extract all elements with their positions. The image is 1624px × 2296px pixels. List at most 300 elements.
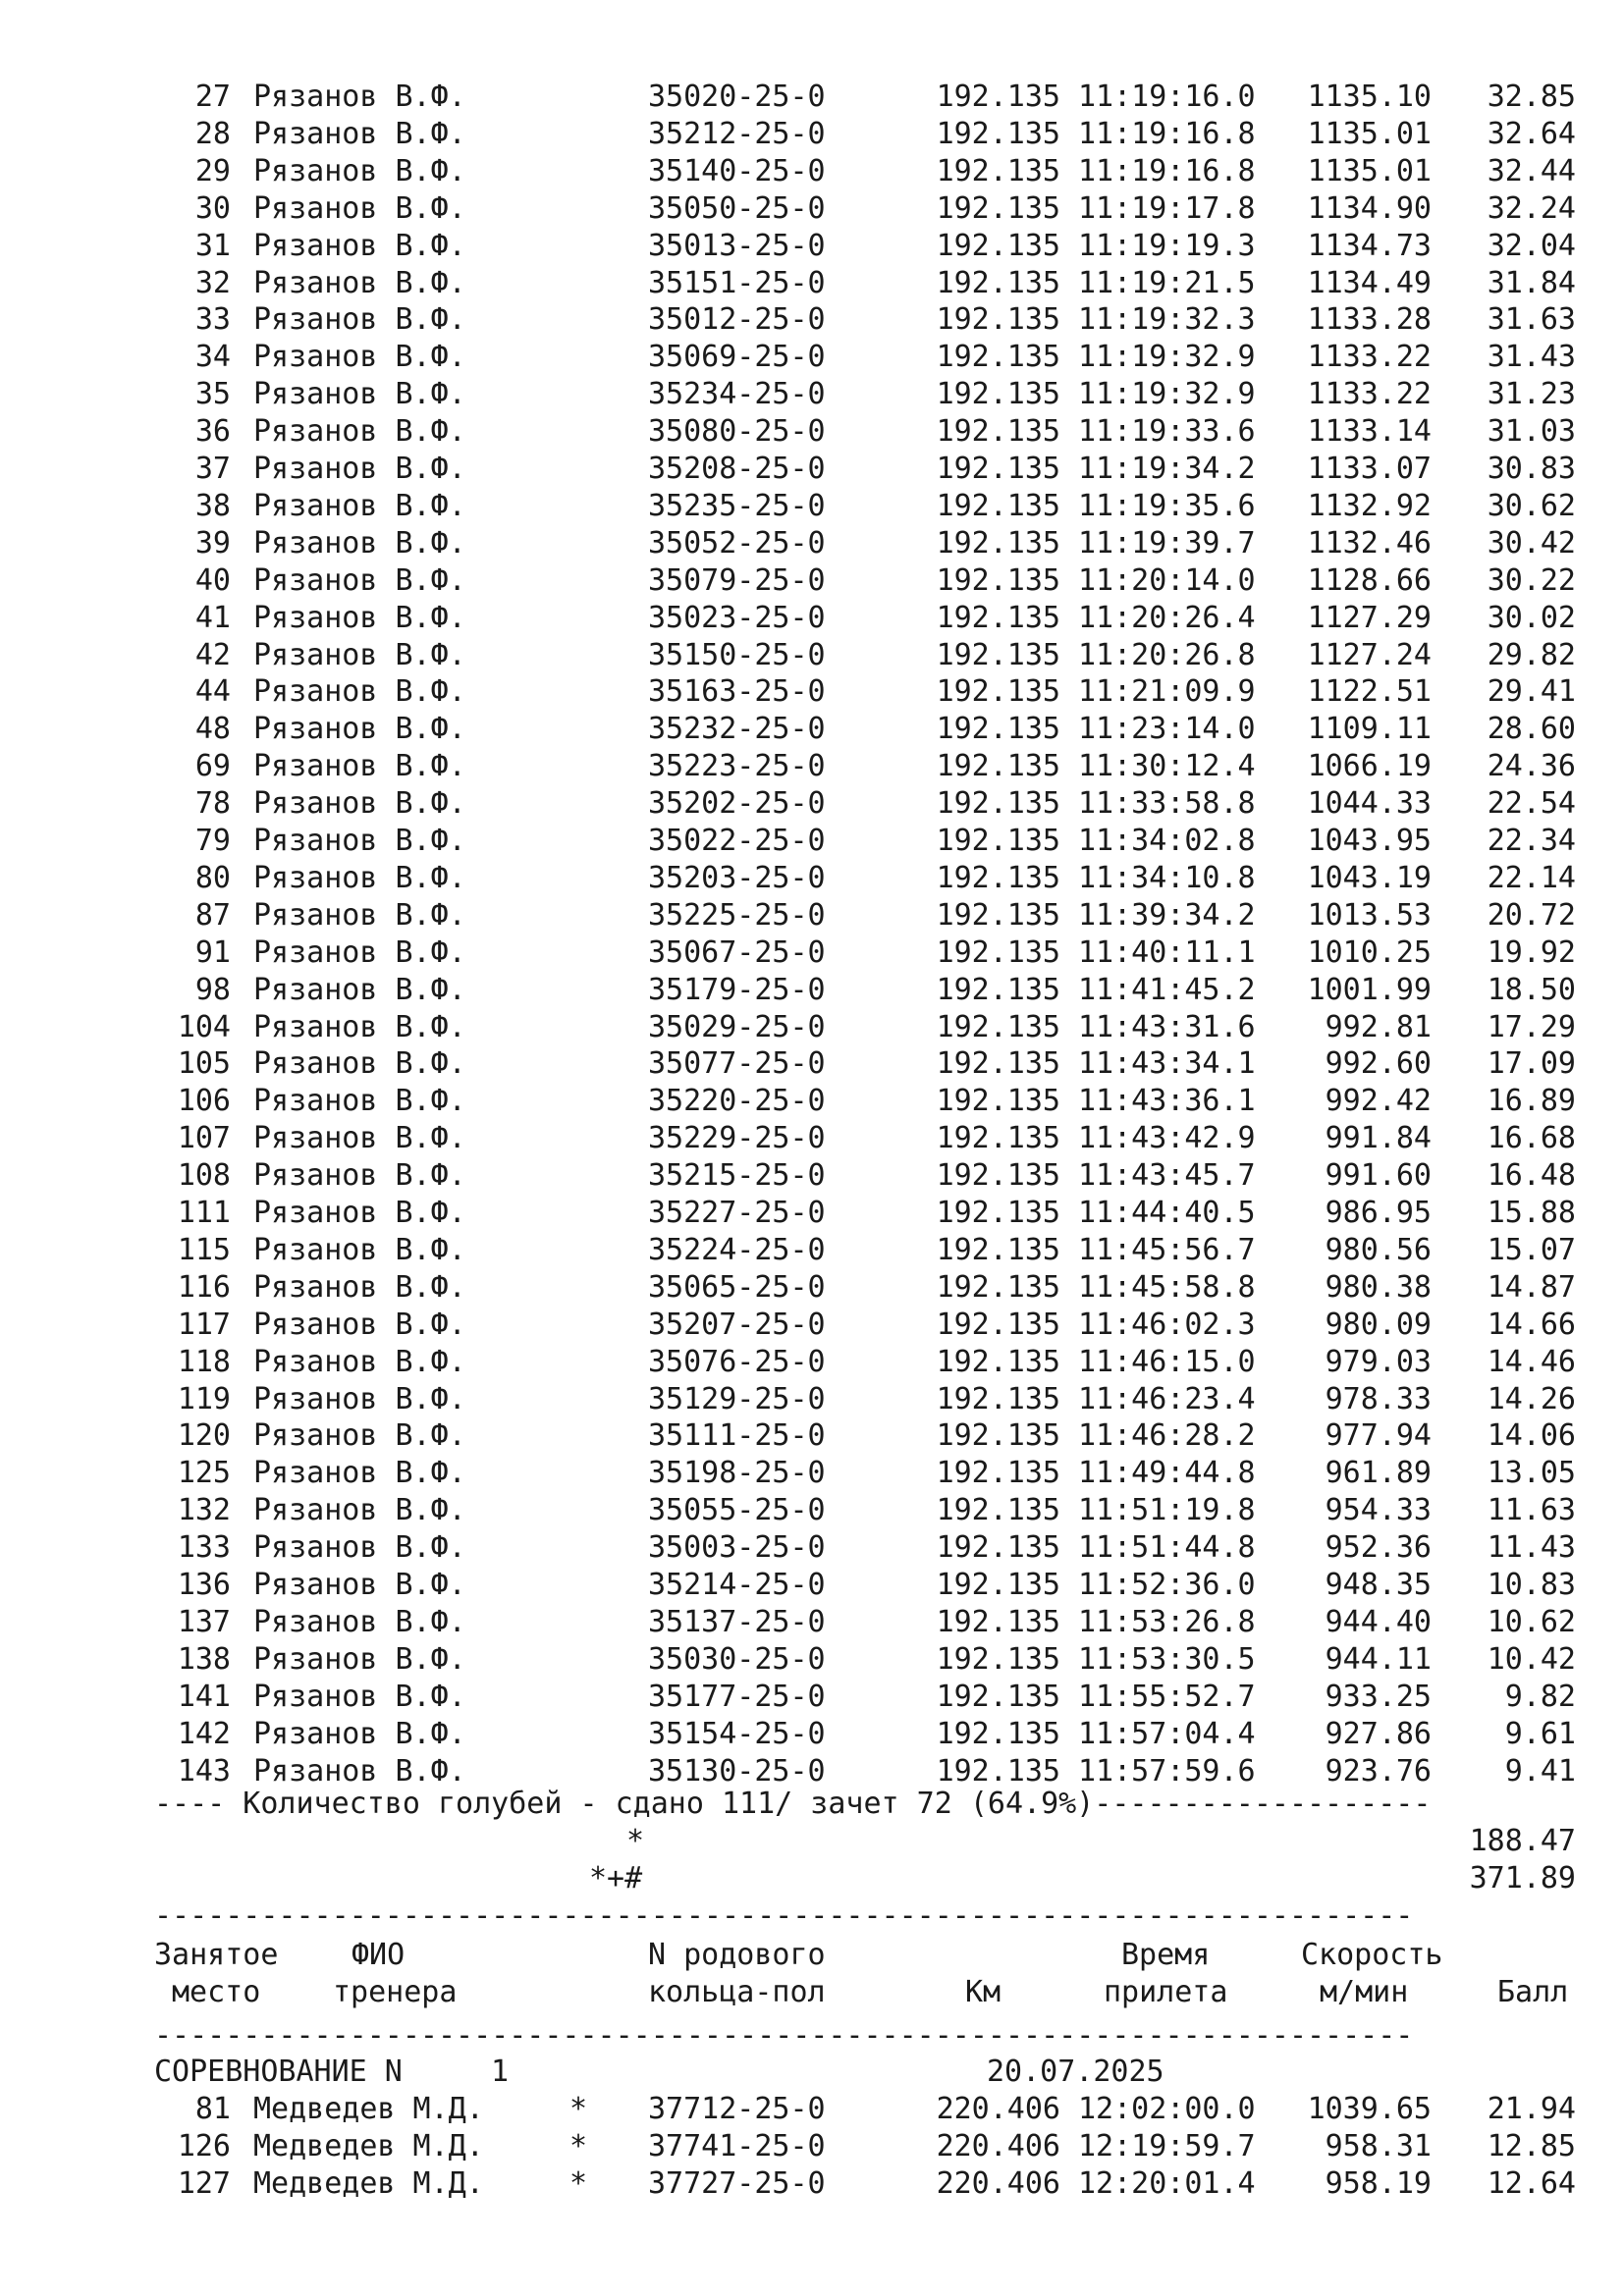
- result-score: 31.63: [1487, 302, 1576, 338]
- result-trainer-name: Рязанов В.Ф.: [253, 860, 466, 895]
- result-distance-km: 192.135: [936, 1232, 1060, 1267]
- result-place: 138: [177, 1641, 231, 1677]
- result-score: 31.23: [1487, 377, 1576, 412]
- result-place: 28: [194, 116, 231, 151]
- result-place: 40: [194, 562, 231, 598]
- result-speed: 952.36: [1325, 1530, 1432, 1566]
- result-arrival-time: 11:19:19.3: [1078, 228, 1256, 263]
- result-trainer-name: Рязанов В.Ф.: [253, 1641, 466, 1677]
- result-ring-number: 35030-25-0: [648, 1641, 826, 1677]
- table-row: [0, 823, 1624, 860]
- result-arrival-time: 11:51:44.8: [1078, 1530, 1256, 1566]
- table-row: [0, 1045, 1624, 1083]
- result-score: 16.68: [1487, 1121, 1576, 1156]
- table-row: [0, 600, 1624, 637]
- result-place: 44: [194, 674, 231, 710]
- table-row: [0, 1307, 1624, 1344]
- result-place: 91: [194, 934, 231, 970]
- table-row: [0, 1716, 1624, 1753]
- result-trainer-name: Рязанов В.Ф.: [253, 414, 466, 450]
- result-trainer-name: Рязанов В.Ф.: [253, 190, 466, 226]
- header-place-line2: место: [172, 1975, 261, 2009]
- table-row: [0, 1641, 1624, 1679]
- table-row: [0, 265, 1624, 302]
- result-ring-number: 35055-25-0: [648, 1493, 826, 1528]
- result-distance-km: 192.135: [936, 749, 1060, 784]
- result-score: 10.83: [1487, 1568, 1576, 1602]
- result-place: 132: [177, 1493, 231, 1528]
- result-ring-number: 35080-25-0: [648, 414, 826, 450]
- result-score: 19.92: [1487, 934, 1576, 970]
- result-arrival-time: 11:20:26.4: [1078, 600, 1256, 635]
- summary-star-plus-hash-mark: *+#: [589, 1861, 643, 1896]
- result-distance-km: 192.135: [936, 80, 1060, 114]
- table-row: [0, 116, 1624, 153]
- result-ring-number: 35079-25-0: [648, 562, 826, 598]
- result-arrival-time: 11:55:52.7: [1078, 1679, 1256, 1714]
- result-place: 30: [194, 190, 231, 226]
- result-arrival-time: 11:44:40.5: [1078, 1196, 1256, 1230]
- result-distance-km: 192.135: [936, 1009, 1060, 1044]
- result-distance-km: 192.135: [936, 1679, 1060, 1714]
- result-distance-km: 192.135: [936, 1307, 1060, 1342]
- result-trainer-name: Рязанов В.Ф.: [253, 1568, 466, 1602]
- result-distance-km: 192.135: [936, 1716, 1060, 1751]
- result-distance-km: 192.135: [936, 1604, 1060, 1639]
- result-ring-number: 35179-25-0: [648, 972, 826, 1007]
- result-speed: 1134.73: [1307, 228, 1432, 263]
- result-arrival-time: 11:19:16.8: [1078, 153, 1256, 188]
- result-arrival-time: 11:52:36.0: [1078, 1568, 1256, 1602]
- result-trainer-name: Рязанов В.Ф.: [253, 934, 466, 970]
- result-speed: 1039.65: [1307, 2092, 1432, 2126]
- result-distance-km: 192.135: [936, 228, 1060, 263]
- result-ring-number: 35020-25-0: [648, 80, 826, 114]
- result-ring-number: 35223-25-0: [648, 749, 826, 784]
- result-speed: 1044.33: [1307, 786, 1432, 822]
- result-ring-number: 35012-25-0: [648, 302, 826, 338]
- result-arrival-time: 11:43:31.6: [1078, 1009, 1256, 1044]
- result-score: 16.89: [1487, 1084, 1576, 1119]
- result-score: 30.62: [1487, 488, 1576, 523]
- result-ring-number: 35234-25-0: [648, 377, 826, 412]
- result-score: 30.42: [1487, 525, 1576, 561]
- result-trainer-name: Рязанов В.Ф.: [253, 1604, 466, 1639]
- table-row: [0, 1679, 1624, 1716]
- result-trainer-name: Рязанов В.Ф.: [253, 1753, 466, 1789]
- result-trainer-name: Рязанов В.Ф.: [253, 1009, 466, 1044]
- result-score: 29.82: [1487, 637, 1576, 672]
- table-row: [0, 2091, 1624, 2128]
- result-score: 16.48: [1487, 1158, 1576, 1194]
- result-ring-number: 35220-25-0: [648, 1084, 826, 1119]
- result-score: 17.29: [1487, 1009, 1576, 1044]
- result-distance-km: 220.406: [936, 2165, 1060, 2201]
- result-ring-number: 37741-25-0: [648, 2128, 826, 2163]
- table-row: [0, 2165, 1624, 2203]
- table-row: [0, 1120, 1624, 1157]
- result-place: 143: [177, 1753, 231, 1789]
- result-distance-km: 192.135: [936, 414, 1060, 450]
- table-row: [0, 1195, 1624, 1232]
- result-ring-number: 35215-25-0: [648, 1158, 826, 1194]
- result-distance-km: 192.135: [936, 637, 1060, 672]
- summary-line: ---- Количество голубей - сдано 111/ зачет 72 (64.9%)-------------------: [154, 1787, 1432, 1821]
- table-row: [0, 2128, 1624, 2165]
- result-speed: 992.42: [1325, 1084, 1432, 1119]
- result-distance-km: 192.135: [936, 1269, 1060, 1305]
- result-trainer-name: Рязанов В.Ф.: [253, 562, 466, 598]
- result-trainer-name: Рязанов В.Ф.: [253, 1232, 466, 1267]
- result-ring-number: 37712-25-0: [648, 2092, 826, 2126]
- result-arrival-time: 11:57:04.4: [1078, 1716, 1256, 1751]
- result-ring-number: 35235-25-0: [648, 488, 826, 523]
- result-arrival-time: 11:20:26.8: [1078, 637, 1256, 672]
- result-trainer-name: Рязанов В.Ф.: [253, 749, 466, 784]
- table-row: [0, 1455, 1624, 1492]
- result-speed: 944.11: [1325, 1641, 1432, 1677]
- result-place: 117: [177, 1307, 231, 1342]
- result-speed: 1001.99: [1307, 972, 1432, 1007]
- result-place: 35: [194, 377, 231, 412]
- result-place: 104: [177, 1009, 231, 1044]
- summary-star-plus-hash-value: 371.89: [1469, 1861, 1576, 1896]
- result-arrival-time: 11:46:28.2: [1078, 1418, 1256, 1454]
- result-place: 31: [194, 228, 231, 263]
- result-trainer-name: Рязанов В.Ф.: [253, 1493, 466, 1528]
- result-distance-km: 192.135: [936, 265, 1060, 300]
- result-trainer-name: Рязанов В.Ф.: [253, 1084, 466, 1119]
- competition-number: 1: [491, 2055, 510, 2089]
- result-score: 32.24: [1487, 190, 1576, 226]
- result-arrival-time: 11:39:34.2: [1078, 897, 1256, 933]
- result-trainer-name: Рязанов В.Ф.: [253, 1046, 466, 1082]
- table-row: [0, 785, 1624, 823]
- result-score: 9.61: [1504, 1716, 1576, 1751]
- result-mark: *: [569, 2165, 588, 2201]
- result-place: 119: [177, 1381, 231, 1416]
- result-ring-number: 35154-25-0: [648, 1716, 826, 1751]
- table-row: [0, 1492, 1624, 1529]
- result-place: 87: [194, 897, 231, 933]
- result-speed: 1132.92: [1307, 488, 1432, 523]
- result-speed: 978.33: [1325, 1381, 1432, 1416]
- result-arrival-time: 11:19:32.9: [1078, 377, 1256, 412]
- result-ring-number: 35177-25-0: [648, 1679, 826, 1714]
- result-speed: 986.95: [1325, 1196, 1432, 1230]
- result-arrival-time: 11:19:39.7: [1078, 525, 1256, 561]
- result-score: 14.26: [1487, 1381, 1576, 1416]
- table-row: [0, 860, 1624, 897]
- result-ring-number: 35067-25-0: [648, 934, 826, 970]
- result-score: 22.54: [1487, 786, 1576, 822]
- result-arrival-time: 11:19:35.6: [1078, 488, 1256, 523]
- result-score: 15.88: [1487, 1196, 1576, 1230]
- result-score: 17.09: [1487, 1046, 1576, 1082]
- result-trainer-name: Рязанов В.Ф.: [253, 674, 466, 710]
- header-time-line1: Время: [1121, 1938, 1211, 1972]
- table-row: [0, 1157, 1624, 1195]
- result-arrival-time: 11:20:14.0: [1078, 562, 1256, 598]
- result-place: 42: [194, 637, 231, 672]
- result-distance-km: 220.406: [936, 2092, 1060, 2126]
- result-speed: 961.89: [1325, 1456, 1432, 1491]
- table-row: [0, 934, 1624, 972]
- result-place: 29: [194, 153, 231, 188]
- result-ring-number: 35224-25-0: [648, 1232, 826, 1267]
- result-arrival-time: 11:49:44.8: [1078, 1456, 1256, 1491]
- result-place: 108: [177, 1158, 231, 1194]
- table-row: [0, 525, 1624, 562]
- result-ring-number: 35163-25-0: [648, 674, 826, 710]
- header-ring-line1: N родового: [648, 1938, 826, 1972]
- result-distance-km: 192.135: [936, 525, 1060, 561]
- result-distance-km: 192.135: [936, 1344, 1060, 1379]
- competition-label: СОРЕВНОВАНИЕ N: [154, 2055, 403, 2089]
- summary-star-value: 188.47: [1469, 1824, 1576, 1858]
- result-distance-km: 192.135: [936, 600, 1060, 635]
- result-trainer-name: Рязанов В.Ф.: [253, 228, 466, 263]
- result-distance-km: 192.135: [936, 488, 1060, 523]
- result-speed: 991.84: [1325, 1121, 1432, 1156]
- result-trainer-name: Рязанов В.Ф.: [253, 600, 466, 635]
- result-trainer-name: Рязанов В.Ф.: [253, 1418, 466, 1454]
- result-ring-number: 35077-25-0: [648, 1046, 826, 1082]
- result-ring-number: 35140-25-0: [648, 153, 826, 188]
- result-speed: 948.35: [1325, 1568, 1432, 1602]
- result-ring-number: 35111-25-0: [648, 1418, 826, 1454]
- result-arrival-time: 11:19:21.5: [1078, 265, 1256, 300]
- result-trainer-name: Рязанов В.Ф.: [253, 1716, 466, 1751]
- result-speed: 980.38: [1325, 1269, 1432, 1305]
- result-score: 29.41: [1487, 674, 1576, 710]
- result-distance-km: 192.135: [936, 1568, 1060, 1602]
- result-score: 14.46: [1487, 1344, 1576, 1379]
- result-place: 33: [194, 302, 231, 338]
- result-trainer-name: Рязанов В.Ф.: [253, 1121, 466, 1156]
- result-speed: 1127.24: [1307, 637, 1432, 672]
- table-row: [0, 451, 1624, 488]
- result-place: 106: [177, 1084, 231, 1119]
- result-arrival-time: 11:45:56.7: [1078, 1232, 1256, 1267]
- table-row: [0, 1604, 1624, 1641]
- result-distance-km: 192.135: [936, 562, 1060, 598]
- result-speed: 1133.28: [1307, 302, 1432, 338]
- table-row: [0, 153, 1624, 190]
- result-trainer-name: Рязанов В.Ф.: [253, 1344, 466, 1379]
- result-trainer-name: Рязанов В.Ф.: [253, 1307, 466, 1342]
- result-distance-km: 192.135: [936, 1196, 1060, 1230]
- result-distance-km: 220.406: [936, 2128, 1060, 2163]
- result-place: 136: [177, 1568, 231, 1602]
- result-score: 32.64: [1487, 116, 1576, 151]
- result-speed: 1135.01: [1307, 153, 1432, 188]
- result-place: 34: [194, 340, 231, 375]
- result-distance-km: 192.135: [936, 452, 1060, 486]
- result-ring-number: 35150-25-0: [648, 637, 826, 672]
- result-distance-km: 192.135: [936, 1641, 1060, 1677]
- result-trainer-name: Рязанов В.Ф.: [253, 80, 466, 114]
- result-arrival-time: 11:19:32.3: [1078, 302, 1256, 338]
- result-score: 18.50: [1487, 972, 1576, 1007]
- result-place: 36: [194, 414, 231, 450]
- result-ring-number: 35212-25-0: [648, 116, 826, 151]
- result-arrival-time: 11:46:23.4: [1078, 1381, 1256, 1416]
- result-speed: 954.33: [1325, 1493, 1432, 1528]
- result-trainer-name: Рязанов В.Ф.: [253, 824, 466, 858]
- result-ring-number: 35137-25-0: [648, 1604, 826, 1639]
- result-ring-number: 35208-25-0: [648, 452, 826, 486]
- header-ring-line2: кольца-пол: [648, 1975, 826, 2009]
- result-place: 142: [177, 1716, 231, 1751]
- result-distance-km: 192.135: [936, 1121, 1060, 1156]
- result-distance-km: 192.135: [936, 116, 1060, 151]
- result-speed: 1010.25: [1307, 934, 1432, 970]
- result-arrival-time: 11:46:02.3: [1078, 1307, 1256, 1342]
- result-arrival-time: 11:43:36.1: [1078, 1084, 1256, 1119]
- result-speed: 923.76: [1325, 1753, 1432, 1789]
- result-trainer-name: Медведев М.Д.: [253, 2165, 484, 2201]
- table-row: [0, 376, 1624, 413]
- result-arrival-time: 11:34:10.8: [1078, 860, 1256, 895]
- result-arrival-time: 11:40:11.1: [1078, 934, 1256, 970]
- result-ring-number: 35129-25-0: [648, 1381, 826, 1416]
- result-ring-number: 35203-25-0: [648, 860, 826, 895]
- result-arrival-time: 11:53:30.5: [1078, 1641, 1256, 1677]
- result-mark: *: [569, 2128, 588, 2163]
- result-speed: 1066.19: [1307, 749, 1432, 784]
- result-arrival-time: 12:20:01.4: [1078, 2165, 1256, 2201]
- table-row: [0, 1567, 1624, 1604]
- header-score: Балл: [1497, 1975, 1569, 2009]
- result-ring-number: 35069-25-0: [648, 340, 826, 375]
- table-row: [0, 1232, 1624, 1269]
- result-arrival-time: 11:41:45.2: [1078, 972, 1256, 1007]
- result-place: 79: [194, 824, 231, 858]
- result-ring-number: 35050-25-0: [648, 190, 826, 226]
- result-speed: 1013.53: [1307, 897, 1432, 933]
- table-row: [0, 1529, 1624, 1567]
- result-distance-km: 192.135: [936, 1753, 1060, 1789]
- table-row: [0, 339, 1624, 376]
- result-speed: 1127.29: [1307, 600, 1432, 635]
- result-speed: 927.86: [1325, 1716, 1432, 1751]
- result-score: 14.87: [1487, 1269, 1576, 1305]
- result-place: 141: [177, 1679, 231, 1714]
- table-row: [0, 1753, 1624, 1790]
- result-ring-number: 35214-25-0: [648, 1568, 826, 1602]
- header-speed-line1: Скорость: [1301, 1938, 1443, 1972]
- result-arrival-time: 11:19:34.2: [1078, 452, 1256, 486]
- result-score: 31.84: [1487, 265, 1576, 300]
- result-score: 10.42: [1487, 1641, 1576, 1677]
- result-speed: 991.60: [1325, 1158, 1432, 1194]
- result-place: 126: [177, 2128, 231, 2163]
- result-ring-number: 35202-25-0: [648, 786, 826, 822]
- result-trainer-name: Рязанов В.Ф.: [253, 377, 466, 412]
- table-row: [0, 79, 1624, 116]
- table-row: [0, 488, 1624, 525]
- result-score: 15.07: [1487, 1232, 1576, 1267]
- result-ring-number: 35151-25-0: [648, 265, 826, 300]
- result-speed: 1134.90: [1307, 190, 1432, 226]
- result-score: 31.43: [1487, 340, 1576, 375]
- result-place: 38: [194, 488, 231, 523]
- result-distance-km: 192.135: [936, 1158, 1060, 1194]
- result-arrival-time: 12:19:59.7: [1078, 2128, 1256, 2163]
- result-place: 78: [194, 786, 231, 822]
- result-arrival-time: 11:34:02.8: [1078, 824, 1256, 858]
- result-arrival-time: 11:30:12.4: [1078, 749, 1256, 784]
- table-row: [0, 562, 1624, 600]
- result-ring-number: 35227-25-0: [648, 1196, 826, 1230]
- result-distance-km: 192.135: [936, 377, 1060, 412]
- result-speed: 1135.10: [1307, 80, 1432, 114]
- header-place-line1: Занятое: [154, 1938, 279, 1972]
- table-row: [0, 190, 1624, 228]
- result-trainer-name: Рязанов В.Ф.: [253, 452, 466, 486]
- result-arrival-time: 11:19:17.8: [1078, 190, 1256, 226]
- result-mark: *: [569, 2092, 588, 2126]
- result-score: 9.41: [1504, 1753, 1576, 1789]
- result-score: 14.06: [1487, 1418, 1576, 1454]
- result-place: 48: [194, 712, 231, 747]
- table-row: [0, 301, 1624, 339]
- result-trainer-name: Медведев М.Д.: [253, 2128, 484, 2163]
- result-ring-number: 35023-25-0: [648, 600, 826, 635]
- result-speed: 1134.49: [1307, 265, 1432, 300]
- result-distance-km: 192.135: [936, 190, 1060, 226]
- result-score: 30.83: [1487, 452, 1576, 486]
- result-ring-number: 35130-25-0: [648, 1753, 826, 1789]
- result-trainer-name: Медведев М.Д.: [253, 2092, 484, 2126]
- result-speed: 1133.14: [1307, 414, 1432, 450]
- result-arrival-time: 12:02:00.0: [1078, 2092, 1256, 2126]
- result-distance-km: 192.135: [936, 302, 1060, 338]
- result-score: 28.60: [1487, 712, 1576, 747]
- summary-star-mark: *: [626, 1824, 645, 1858]
- result-speed: 992.60: [1325, 1046, 1432, 1082]
- result-trainer-name: Рязанов В.Ф.: [253, 340, 466, 375]
- result-distance-km: 192.135: [936, 153, 1060, 188]
- result-score: 31.03: [1487, 414, 1576, 450]
- result-ring-number: 35029-25-0: [648, 1009, 826, 1044]
- result-speed: 1133.07: [1307, 452, 1432, 486]
- result-ring-number: 35225-25-0: [648, 897, 826, 933]
- result-place: 115: [177, 1232, 231, 1267]
- result-trainer-name: Рязанов В.Ф.: [253, 1456, 466, 1491]
- result-speed: 944.40: [1325, 1604, 1432, 1639]
- table-row: [0, 673, 1624, 711]
- result-ring-number: 35065-25-0: [648, 1269, 826, 1305]
- table-row: [0, 1269, 1624, 1307]
- result-distance-km: 192.135: [936, 897, 1060, 933]
- result-score: 12.85: [1487, 2128, 1576, 2163]
- result-arrival-time: 11:51:19.8: [1078, 1493, 1256, 1528]
- result-place: 39: [194, 525, 231, 561]
- result-score: 14.66: [1487, 1307, 1576, 1342]
- header-speed-line2: м/мин: [1320, 1975, 1409, 2009]
- result-distance-km: 192.135: [936, 1381, 1060, 1416]
- result-speed: 1043.19: [1307, 860, 1432, 895]
- header-name-line1: ФИО: [352, 1938, 406, 1972]
- result-place: 133: [177, 1530, 231, 1566]
- result-place: 81: [194, 2092, 231, 2126]
- competition-date: 20.07.2025: [987, 2055, 1164, 2089]
- result-place: 111: [177, 1196, 231, 1230]
- result-distance-km: 192.135: [936, 674, 1060, 710]
- result-trainer-name: Рязанов В.Ф.: [253, 525, 466, 561]
